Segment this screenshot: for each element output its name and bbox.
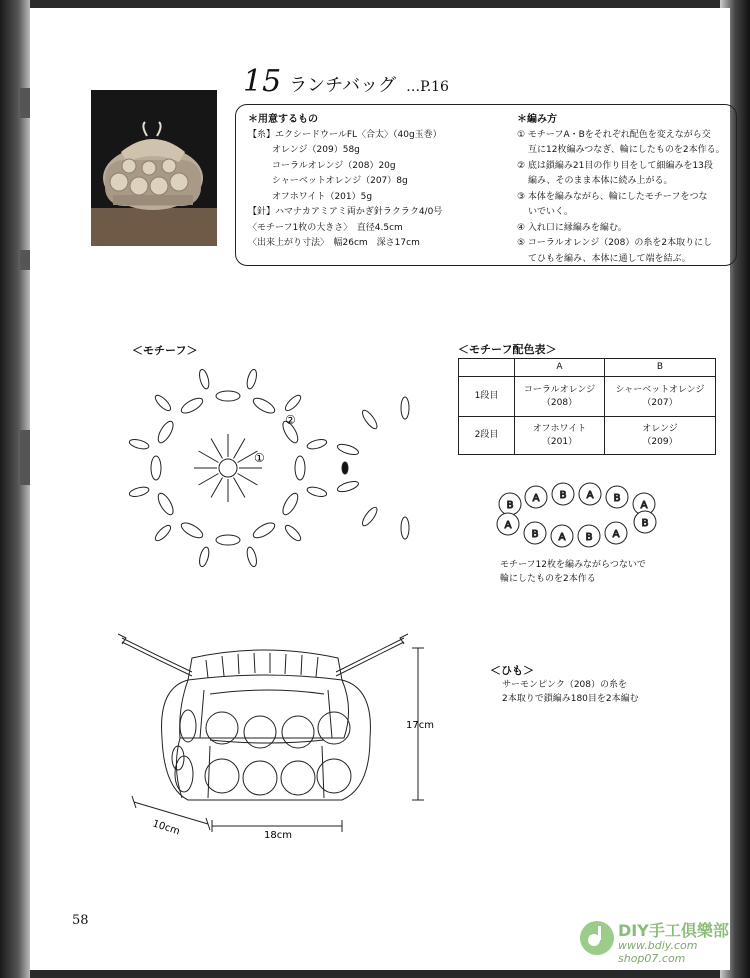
chain-loop [283,393,303,413]
table-header: A [515,359,605,377]
materials-line: 〈出来上がり寸法〉 幅26cm 深さ17cm [248,238,420,248]
page-number: 58 [72,913,89,928]
instructions-heading: ＊編み方 [517,114,557,125]
chain-loop [360,408,379,431]
chain-loop [245,368,258,389]
materials-line: 【糸】エクシードウールFL〈合太〉（40g玉巻） [248,129,442,140]
materials-line: オフホワイト（201）5g [272,191,373,202]
ring-motif: A [532,493,540,504]
chain-loop [360,505,379,528]
materials-line: オレンジ（209）58g [272,145,360,155]
instruction-line: ⑤ コーラルオレンジ（208）の糸を2本取りにし [517,238,713,248]
stitch-spoke [199,474,219,486]
chain-loop [216,391,240,401]
ring-motif: B [506,500,514,511]
chain-loop [179,520,205,541]
ring-motif: B [531,529,539,540]
materials-line: シャーベットオレンジ（207）8g [272,176,408,186]
stitch-spoke [211,478,223,498]
stitch-spoke [234,478,246,498]
table-cell [605,377,716,417]
watermark-logo [578,912,750,970]
width-dimension: 18cm [264,830,292,841]
round-2-marker: ② [285,413,296,427]
bag-photo [91,90,217,246]
instruction-line: いでいく。 [528,207,573,217]
instruction-line: 編み、そのまま本体に続み上がる。 [528,176,673,186]
ring-motif: A [612,529,620,540]
row-label: 2段目 [459,417,515,455]
table-row [459,377,716,417]
chain-loop [216,535,240,545]
chain-loop [151,456,161,480]
chain-loop [153,393,173,413]
color-table-label: ＜モチーフ配色表＞ [458,343,557,356]
table-header: B [605,359,716,377]
instruction-line: 互に12枚編みつなぎ、輪にしたものを2本作る。 [528,145,725,155]
cord-label: ＜ひも＞ [490,664,534,677]
chain-loop [306,438,327,451]
materials-line: コーラルオレンジ（208）20g [272,160,396,171]
chain-loop [198,368,211,389]
cell-line: コーラルオレンジ [523,384,596,395]
chain-loop [153,523,173,543]
watermark-url: shop07.com [618,952,686,965]
cell-line: （201） [541,436,578,447]
chain-loop [401,517,409,539]
chain-loop [155,491,176,517]
table-cell [515,417,605,455]
stitch-spoke [238,474,258,486]
stitch-spoke [211,439,223,459]
depth-dimension: 10cm [151,818,182,838]
motif-ring-diagram [490,480,670,552]
chain-loop [295,456,305,480]
materials-line: 【針】ハマナカアミアミ両かぎ針ラクラク4/0号 [248,207,443,217]
caption-line: モチーフ12枚を編みながらつないで [500,560,646,570]
table-row [459,417,716,455]
ring-motif: A [558,532,566,543]
instruction-line: ② 底は鎖編み21目の作り目をして細編みを13段 [517,160,713,171]
stitch-spoke [199,451,219,463]
table-header [459,359,515,377]
ring-caption [500,558,646,586]
cell-line: （209） [642,436,678,447]
cell-line: （208） [541,397,578,408]
instruction-line: ③ 本体を編みながら、輪にしたモチーフをつな [517,191,708,202]
caption-line: 輪にしたものを2本作る [500,574,596,584]
ring-motif: B [641,518,649,529]
ring-motif: A [586,490,594,501]
instruction-line: てひもを編み、本体に通して端を結ぶ。 [528,253,691,264]
chain-loop [179,395,205,416]
chain-loop [251,395,277,416]
round-1-marker: ① [254,451,265,465]
stitch-spoke [234,439,246,459]
chain-loop [128,485,149,498]
materials-section [248,112,442,252]
cell-line: オレンジ [642,423,678,434]
materials-heading: ＊用意するもの [248,114,318,125]
table-cell [515,377,605,417]
watermark-brand: DIY手工俱樂部 [618,921,729,940]
bag-diagram [118,628,438,858]
table-cell [605,417,716,455]
watermark-icon [578,918,616,958]
cell-line: オフホワイト [532,423,587,434]
instruction-line: ① モチーフA・Bをそれぞれ配色を変えながら交 [517,129,711,140]
instructions-section [517,112,737,267]
chain-loop [245,546,258,567]
cord-line: サーモンピンク（208）の糸を [502,680,627,690]
chain-loop [155,419,176,445]
chain-loop [336,442,359,456]
chain-loop [198,546,211,567]
pattern-name: ランチバッグ [289,75,397,96]
ring-motif: A [504,520,512,531]
materials-line: 〈モチーフ1枚の大きさ〉 直径4.5cm [248,222,403,233]
cell-line: シャーベットオレンジ [615,384,705,395]
page-edge-left [0,0,30,978]
chain-loop [280,491,301,517]
motif-label: ＜モチーフ＞ [132,344,198,357]
chain-loop [336,479,359,493]
pattern-number: 15 [243,64,282,99]
chain-loop [306,485,327,498]
page-reference: …P.16 [406,79,449,95]
ring-motif: B [585,532,593,543]
chain-loop [283,523,303,543]
height-dimension: 17cm [406,720,434,731]
motif-chart [115,358,425,578]
instruction-line: ④ 入れ口に縁編みを編む。 [517,222,627,233]
cell-line: （207） [642,397,678,408]
watermark-url: www.bdiy.com [618,939,698,952]
chain-loop [251,520,277,541]
ring-motif: B [559,490,567,501]
chain-loop [128,438,149,451]
color-table [458,358,716,455]
cord-line: 2本取りで鎖編み180目を2本編む [502,694,639,704]
ring-motif: A [640,500,648,511]
chain-loop [401,397,409,419]
cord-instructions [502,678,639,706]
pattern-title [243,64,449,99]
row-label: 1段目 [459,377,515,417]
ring-motif: B [613,493,621,504]
